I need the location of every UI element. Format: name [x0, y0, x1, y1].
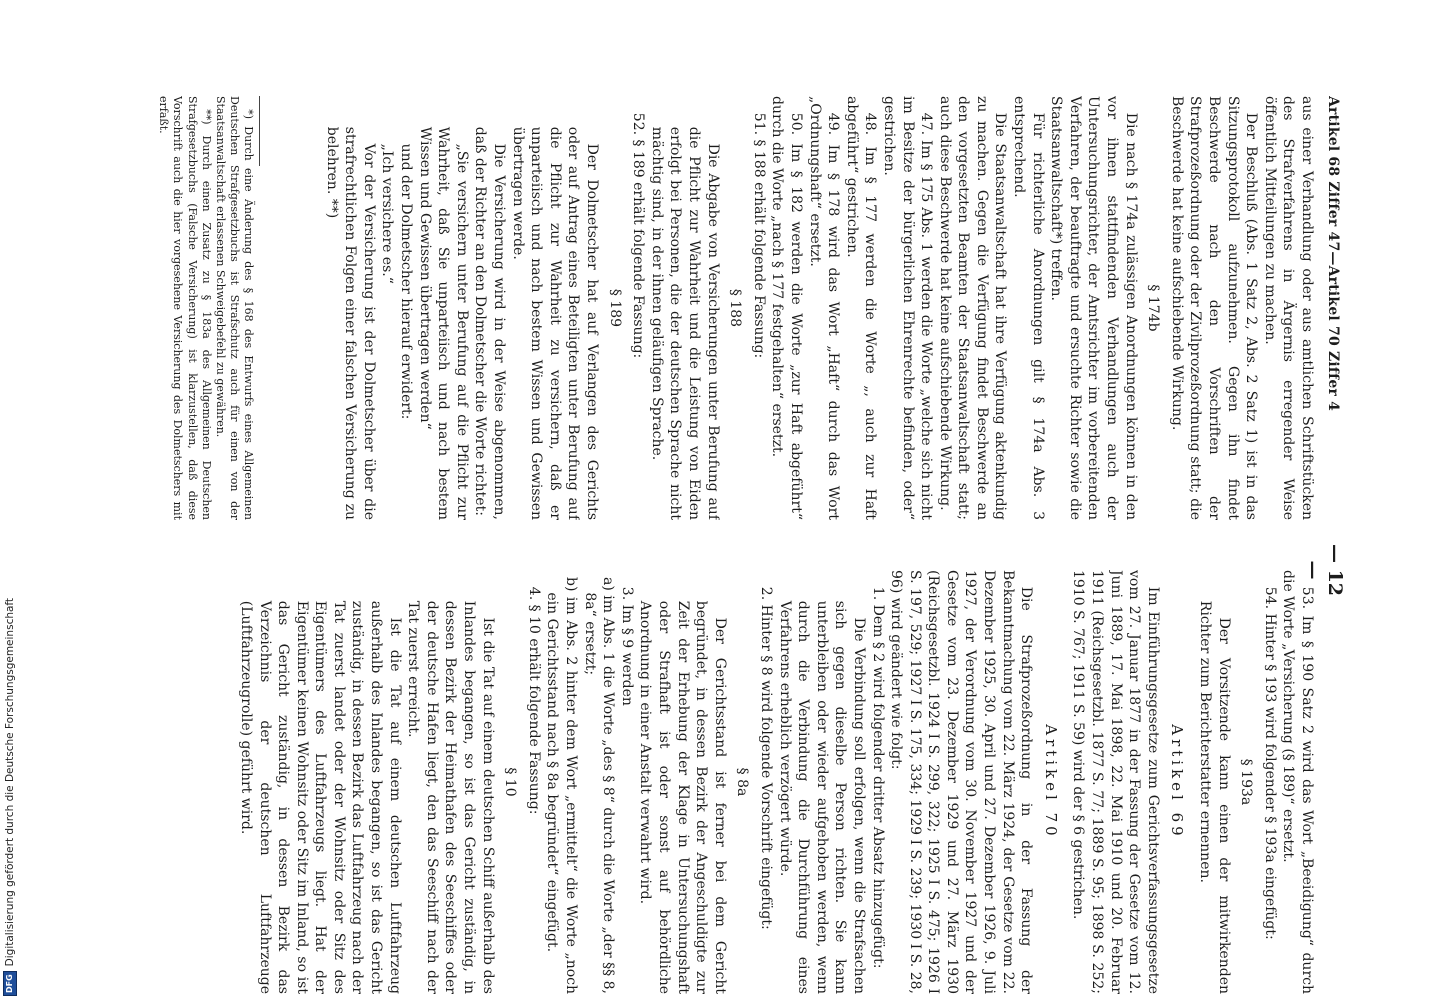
oath-quote: „Sie versichern unter Berufung auf die Pflicht zur Wahrheit, daß Sie unparteiisch und nach bestem Wissen und Gewissen übertragen werden“	[416, 126, 470, 520]
section-heading: § 189	[606, 288, 623, 328]
document-page	[148, 96, 1346, 994]
section-heading: § 174b	[1145, 284, 1162, 332]
paragraph: Für richterliche Anordnungen gilt § 174a Abs. 3 entsprechend.	[1011, 96, 1046, 520]
section-heading: § 193a	[1238, 758, 1255, 806]
numbered-item: 52. § 189 erhält folgende Fassung:	[630, 112, 647, 359]
numbered-item: 54. Hinter § 193 wird folgender § 193a eingefügt:	[1261, 586, 1278, 940]
numbered-item: 50. Im § 182 werden die Worte „zur Haft abgeführt“ durch die Worte „nach § 177 festgehalten“ ersetzt.	[769, 96, 804, 520]
numbered-item: 49. Im § 178 wird das Wort „Haft“ durch das Wort „Ordnungshaft“ ersetzt.	[806, 96, 842, 520]
paragraph: Ist die Tat auf einem deutschen Schiff außerhalb des Inlandes begangen, so ist das Gericht zuständig, in dessen Bezirk der Heimathafen des Seeschiffes oder der deutsche Hafen liegt, den das Seeschiff nach der Tat zuerst erreicht.	[405, 600, 496, 994]
paragraph: und der Dolmetscher hierauf erwidert:	[398, 143, 415, 420]
paragraph: Die Abgabe von Versicherungen unter Berufung auf die Pflicht zur Wahrheit und die Leistung von Eiden erfolgt bei Personen, die der deutschen Sprache nicht mächtig sind, in der ihnen geläufigen Sprache.	[648, 126, 721, 520]
left-column	[156, 96, 1316, 520]
paragraph: Die Strafprozeßordnung in der Fassung der Bekanntmachung vom 22. März 1924, der Gesetze vom 22. Dezember 1925, 30. April und 27. Dezember 1926, 9. Juli 1927, der Verordnung vom 30. November 1927 und der Gesetze vom 23. Dezember 1929 und 27. März 1930 (Reichsgesetzbl. 1924 I S. 299, 322; 1925 I S. 475; 1926 I S. 197, 529; 1927 I S. 175, 334; 1929 I S. 239; 1930 I S. 28, 96) wird geändert wie folgt:	[888, 570, 1035, 994]
paragraph: Ist die Tat auf einem deutschen Luftfahrzeug außerhalb des Inlandes begangen, so ist das Gericht zuständig, in dessen Bezirk das Luftfahrzeug nach der Tat zuerst landet oder der Wohnsitz oder Sitz des Eigentümers des Luftfahrzeugs liegt. Hat der Eigentümer keinen Wohnsitz oder Sitz im Inland, so ist das Gericht zuständig, in dessen Bezirk das Verzeichnis der deutschen Luftfahrzeuge (Luftfahrzeugrolle) geführt wird.	[237, 600, 403, 994]
footnote: *) Durch eine Änderung des § 168 des Entwurfs eines Allgemeinen Deutschen Strafgesetzbuchs ist Strafschutz auch für einen von der Staatsanwaltschaft erlassenen Schweigebefehl zu gewähren.	[214, 96, 256, 520]
credit-text: Digitalisierung gefördert durch die Deutsche Forschungsgemeinschaft	[4, 597, 16, 967]
paragraph: Vor der Versicherung ist der Dolmetscher über die strafrechtlichen Folgen einer falschen Versicherung zu belehren. **)	[323, 126, 377, 520]
paragraph: Die Verbindung soll erfolgen, wenn die Strafsachen sich gegen dieselbe Person richten. Sie kann unterbleiben oder wieder aufgehoben werden, wenn durch die Verbindung die Durchführung eines Verfahrens erheblich verzögert würde.	[776, 600, 867, 994]
paragraph: Im Einführungsgesetze zum Gerichtsverfassungsgesetze vom 27. Januar 1877 in der Fassung der Gesetze vom 12. Juni 1889, 17. Mai 1898, 22. Mai 1910 und 20. Februar 1911 (Reichsgesetzbl. 1877 S. 77; 1889 S. 95; 1898 S. 252; 1910 S. 767; 1911 S. 59) wird der § 6 gestrichen.	[1070, 570, 1161, 994]
numbered-item: 47. Im § 175 Abs. 1 werden die Worte „welche sich nicht im Besitze der bürgerlichen Ehrenrechte befinden, oder“ gestrichen.	[880, 96, 935, 520]
oath-reply: „Ich versichere es.“	[379, 143, 396, 284]
numbered-item: 2. Hinter § 8 wird folgende Vorschrift eingefügt:	[757, 586, 774, 930]
running-title: Artikel 68 Ziffer 47—Artikel 70 Ziffer 4	[1325, 96, 1341, 412]
page-header	[1302, 96, 1346, 994]
article-heading: Artikel 70	[1041, 724, 1060, 840]
paragraph: Die nach § 174a zulässigen Anordnungen können in den vor ihnen stattfindenden Verhandlungen auch der Untersuchungsrichter, der Amtsrichter im vorbereitenden Verfahren, der beauftragte und ersuchte Richter sowie die Staatsanwaltschaft*) treffen.	[1048, 96, 1139, 520]
digitization-credit	[3, 596, 17, 996]
numbered-item: 48. Im § 177 werden die Worte „, auch zur Haft abgeführt“ gestrichen.	[843, 96, 879, 520]
numbered-item: 4. § 10 erhält folgende Fassung:	[525, 586, 542, 815]
page-number: — 12 —	[1302, 543, 1346, 597]
section-heading: § 10	[502, 767, 519, 797]
article-heading: Artikel 69	[1168, 724, 1187, 840]
numbered-item: 3. Im § 9 werden	[618, 586, 635, 706]
section-heading: § 188	[727, 288, 744, 328]
section-heading: § 8a	[734, 767, 751, 797]
paragraph: Die Versicherung wird in der Weise abgenommen, daß der Richter an den Dolmetscher die Worte richtet:	[472, 126, 508, 520]
footnotes	[156, 96, 266, 520]
footnote: **) Durch einen Zusatz zu § 183a des Allgemeinen Deutschen Strafgesetzbuchs (Falsche Versicherung) ist klarzustellen, daß diese Vorschrift auch die hier vorgesehene Versicherung des Dolmetschers mit erfaßt.	[157, 96, 213, 520]
paragraph: Der Gerichtsstand ist ferner bei dem Gericht begründet, in dessen Bezirk der Angeschuldigte zur Zeit der Erhebung der Klage in Untersuchungshaft oder Strafhaft ist oder sonst auf behördliche Anordnung in einer Anstalt verwahrt wird.	[637, 600, 728, 994]
dfg-logo: DFG	[3, 971, 17, 996]
paragraph: Der Beschluß (Abs. 1 Satz 2, Abs. 2 Satz 1) ist in das Sitzungsprotokoll aufzunehmen. Gegen ihn findet Beschwerde nach den Vorschriften der Strafprozeßordnung oder der Zivilprozeßordnung statt; die Beschwerde hat keine aufschiebende Wirkung.	[1168, 96, 1260, 520]
footnote-rule	[259, 96, 260, 166]
numbered-item: 53. Im § 190 Satz 2 wird das Wort „Beeidigung“ durch die Worte „Versicherung (§ 189)“ ersetzt.	[1280, 570, 1315, 994]
paragraph: Der Dolmetscher hat auf Verlangen des Gerichts oder auf Antrag eines Beteiligten unter Berufung auf die Pflicht zur Wahrheit zu versichern, daß er unparteiisch und nach bestem Wissen und Gewissen übertragen werde.	[509, 126, 601, 520]
sub-item: a) im Abs. 1 die Worte „des § 8“ durch die Worte „der §§ 8, 8a“ ersetzt;	[581, 577, 617, 994]
paragraph: Die Staatsanwaltschaft hat ihre Verfügung aktenkundig zu machen. Gegen die Verfügung findet Beschwerde an den vorgesetzten Beamten der Staatsanwaltschaft statt; auch diese Beschwerde hat keine aufschiebende Wirkung.	[936, 96, 1009, 520]
numbered-item: 1. Dem § 2 wird folgender dritter Absatz hinzugefügt:	[869, 586, 886, 969]
paragraph: aus einer Verhandlung oder aus amtlichen Schriftstücken des Strafverfahrens in Ärgernis erregender Weise öffentlich Mitteilungen zu machen.	[1261, 96, 1315, 520]
numbered-item: 51. § 188 erhält folgende Fassung:	[750, 112, 767, 359]
paragraph: Der Vorsitzende kann einen der mitwirkenden Richter zum Berichterstatter ernennen.	[1197, 600, 1232, 994]
text-columns	[156, 96, 1316, 994]
right-column	[156, 570, 1316, 994]
sub-item: b) im Abs. 2 hinter dem Wort „ermittelt“ die Worte „noch ein Gerichtsstand nach § 8a begründet“ eingefügt.	[544, 577, 580, 994]
